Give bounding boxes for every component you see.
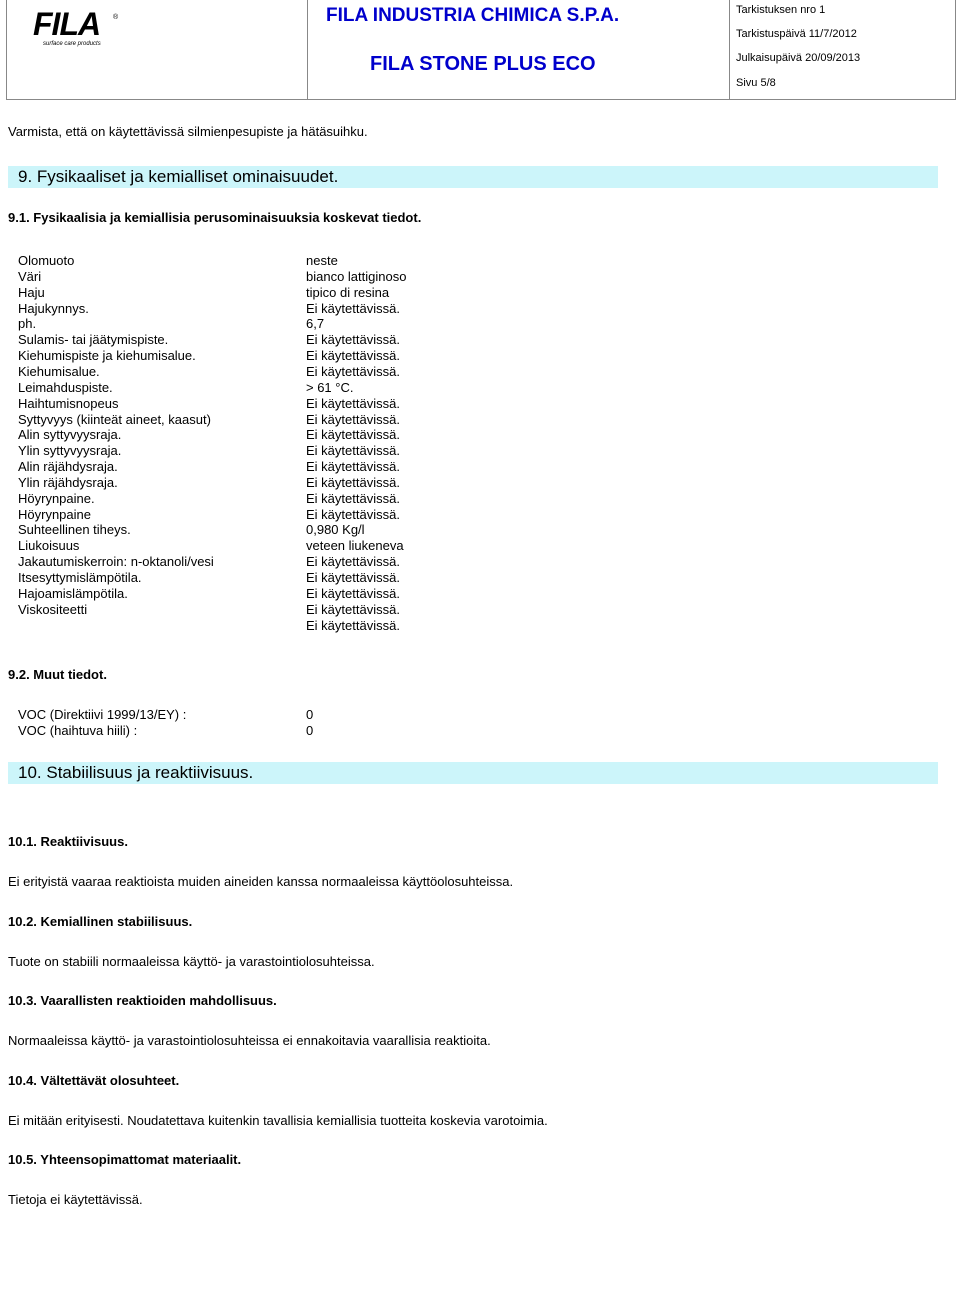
logo-wordmark: FILA [33, 6, 101, 42]
registered-mark-icon: ® [113, 14, 119, 21]
section-9-title: 9. Fysikaaliset ja kemialliset ominaisuudet. [18, 167, 339, 186]
subsection-10-title: 10.4. Vältettävät olosuhteet. [8, 1072, 180, 1088]
page-number: Sivu 5/8 [736, 77, 776, 89]
subsection-10-title: 10.5. Yhteensopimattomat materiaalit. [8, 1152, 242, 1167]
property-value: Ei käytettävissä. [306, 300, 400, 316]
document-header [6, 0, 956, 100]
property-value: Ei käytettävissä. [306, 570, 400, 585]
subsection-10-text: Tuote on stabiili normaaleissa käyttö- ja varastointiolosuhteissa. [8, 953, 375, 969]
property-value: Ei käytettävissä. [306, 348, 400, 364]
property-value: veteen liukeneva [306, 538, 404, 554]
subsection-10-title: 10.2. Kemiallinen stabiilisuus. [8, 913, 193, 929]
property-label: Kiehumisalue. [18, 363, 100, 379]
publication-date: Julkaisupäivä 20/09/2013 [736, 52, 861, 64]
property-label: Syttyvyys (kiinteät aineet, kaasut) [18, 411, 211, 427]
property-value: Ei käytettävissä. [306, 332, 400, 348]
section-10-bar [8, 762, 938, 784]
property-value: neste [306, 253, 338, 268]
logo-cell [7, 0, 307, 100]
subsection-10-title: 10.1. Reaktiivisuus. [8, 834, 128, 849]
intro-text: Varmista, että on käytettävissä silmienpesupiste ja hätäsuihku. [8, 124, 368, 139]
property-value: Ei käytettävissä. [306, 474, 400, 490]
property-value: Ei käytettävissä. [306, 601, 400, 617]
fila-logo [33, 6, 119, 52]
property-label: ph. [18, 316, 37, 332]
revision-date: Tarkistuspäivä 11/7/2012 [736, 28, 857, 40]
property-label: Leimahduspiste. [18, 379, 113, 395]
voc-value: 0 [306, 723, 314, 738]
property-value: Ei käytettävissä. [306, 411, 400, 427]
property-label: Kiehumispiste ja kiehumisalue. [18, 348, 196, 364]
section-9-bar [8, 166, 938, 188]
property-label: Sulamis- tai jäätymispiste. [18, 332, 169, 348]
property-value: Ei käytettävissä. [306, 443, 400, 459]
property-label: Viskositeetti [18, 601, 88, 617]
property-label: Ylin syttyvyysraja. [18, 443, 122, 459]
property-value: Ei käytettävissä. [306, 506, 400, 522]
property-label: Höyrynpaine. [18, 490, 95, 506]
subsection-10-text: Normaaleissa käyttö- ja varastointiolosuhteissa ei ennakoitavia vaarallisia reaktioita. [8, 1033, 491, 1048]
property-label: Hajoamislämpötila. [18, 585, 128, 601]
property-label: Jakautumiskerroin: n-oktanoli/vesi [18, 554, 214, 570]
property-label: Alin räjähdysraja. [18, 459, 118, 475]
property-label: Olomuoto [18, 253, 75, 268]
section-10-title: 10. Stabiilisuus ja reaktiivisuus. [18, 763, 254, 782]
property-value: bianco lattiginoso [306, 268, 407, 284]
property-label: Alin syttyvyysraja. [18, 427, 122, 443]
voc-label: VOC (haihtuva hiili) : [18, 723, 138, 738]
company-name: FILA INDUSTRIA CHIMICA S.P.A. [326, 5, 620, 26]
property-label: Höyrynpaine [18, 506, 91, 522]
property-value: Ei käytettävissä. [306, 617, 400, 633]
subsection-10-title: 10.3. Vaarallisten reaktioiden mahdollisuus. [8, 993, 277, 1008]
subsection-9-2-title: 9.2. Muut tiedot. [8, 667, 107, 682]
subsection-10-text: Ei mitään erityisesti. Noudatettava kuitenkin tavallisia kemiallisia tuotteita koskevia varotoimia. [8, 1112, 548, 1128]
info-cell [729, 0, 955, 100]
title-cell [307, 0, 729, 100]
property-value: 6,7 [306, 316, 325, 332]
property-value: 0,980 Kg/l [306, 522, 365, 538]
property-label: Itsesyttymislämpötila. [18, 570, 142, 585]
property-label: Haju [18, 284, 45, 300]
property-value: tipico di resina [306, 284, 390, 300]
property-label: Suhteellinen tiheys. [18, 522, 131, 538]
property-label: Ylin räjähdysraja. [18, 474, 118, 490]
property-value: Ei käytettävissä. [306, 427, 400, 443]
voc-value: 0 [306, 707, 314, 722]
property-label: Liukoisuus [18, 538, 80, 554]
product-name: FILA STONE PLUS ECO [370, 53, 596, 75]
property-value: Ei käytettävissä. [306, 459, 400, 475]
property-value: Ei käytettävissä. [306, 585, 400, 601]
property-value: Ei käytettävissä. [306, 363, 400, 379]
property-label: Hajukynnys. [18, 300, 89, 316]
revision-number: Tarkistuksen nro 1 [736, 4, 826, 16]
voc-label: VOC (Direktiivi 1999/13/EY) : [18, 707, 187, 722]
property-value: > 61 °C. [306, 379, 354, 395]
property-value: Ei käytettävissä. [306, 490, 400, 506]
property-label: Väri [18, 268, 42, 284]
property-value: Ei käytettävissä. [306, 395, 400, 411]
subsection-9-1-title: 9.1. Fysikaalisia ja kemiallisia perusominaisuuksia koskevat tiedot. [8, 210, 422, 225]
subsection-10-text: Ei erityistä vaaraa reaktioista muiden aineiden kanssa normaaleissa käyttöolosuhteissa. [8, 874, 514, 889]
subsection-10-text: Tietoja ei käytettävissä. [8, 1192, 143, 1207]
logo-subtitle: surface care products [43, 41, 101, 47]
property-value: Ei käytettävissä. [306, 554, 400, 570]
property-label: Haihtumisnopeus [18, 395, 119, 411]
